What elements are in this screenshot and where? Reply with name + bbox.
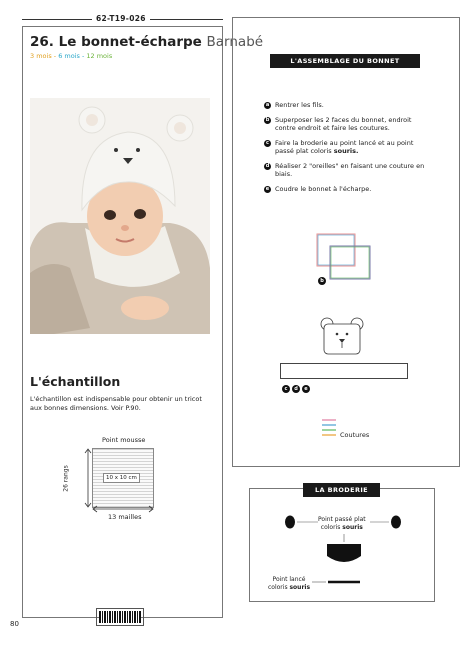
echantillon-text: L'échantillon est indispensable pour obtenir un tricot aux bonnes dimensions. Voir P.90. bbox=[30, 395, 202, 412]
baby-illustration bbox=[30, 98, 210, 354]
diagram-e-letter: e bbox=[302, 385, 310, 393]
size-6m: 6 mois bbox=[58, 52, 80, 60]
step-d bbox=[264, 162, 434, 179]
stitches-arrow-icon bbox=[92, 505, 156, 513]
pattern-name: Barnabé bbox=[206, 34, 264, 50]
size-12m: 12 mois bbox=[86, 52, 113, 60]
pattern-code: 62-T19-026 bbox=[96, 14, 146, 23]
stitches-label: 13 mailles bbox=[108, 513, 142, 521]
assemblage-steps bbox=[264, 101, 434, 199]
step-letter: b bbox=[265, 116, 270, 123]
passe-plat-label: Point passé plat coloris souris bbox=[318, 516, 366, 531]
point-lance-label: Point lancé coloris souris bbox=[268, 576, 311, 591]
size-3m: 3 mois bbox=[30, 52, 52, 60]
coutures-label: Coutures bbox=[340, 431, 370, 439]
broderie-header: LA BRODERIE bbox=[303, 483, 380, 497]
diagram-d-letter: d bbox=[292, 385, 300, 393]
step-e bbox=[264, 185, 434, 194]
step-text: Superposer les 2 faces du bonnet, endroit contre endroit et faire les coutures. bbox=[275, 115, 412, 132]
step-letter: e bbox=[265, 185, 270, 192]
hat-diagram bbox=[318, 316, 366, 356]
baby-photo bbox=[30, 98, 210, 354]
diagram-b-letter: b bbox=[318, 277, 326, 285]
echantillon-title: L'échantillon bbox=[30, 374, 121, 389]
step-letter: d bbox=[265, 162, 270, 169]
step-text: Faire la broderie au point lancé et au point passé plat coloris souris. bbox=[275, 138, 414, 155]
assemblage-header: L'ASSEMBLAGE DU BONNET bbox=[270, 54, 420, 68]
step-a bbox=[264, 101, 434, 110]
scarf-diagram bbox=[280, 363, 408, 379]
step-text: Rentrer les fils. bbox=[275, 101, 324, 109]
pattern-number-title: 26. Le bonnet-écharpe bbox=[30, 34, 202, 50]
rows-arrow-icon bbox=[84, 448, 92, 510]
stitch-label: Point mousse bbox=[102, 436, 146, 444]
swatch-size-label: 10 x 10 cm bbox=[103, 473, 140, 483]
step-letter: a bbox=[265, 102, 270, 109]
overlap-diagram bbox=[314, 232, 374, 282]
page-number: 80 bbox=[10, 620, 19, 628]
coutures-legend-icon bbox=[322, 418, 336, 438]
step-b bbox=[264, 116, 434, 133]
step-text: Réaliser 2 "oreilles" en faisant une couture en biais. bbox=[275, 161, 425, 178]
header-rule-right bbox=[150, 19, 223, 20]
diagram-c-letter: c bbox=[282, 385, 290, 393]
step-letter: c bbox=[264, 140, 271, 147]
diagram-cde-letters bbox=[282, 385, 310, 393]
pattern-sizes: 3 mois - 6 mois - 12 mois bbox=[30, 52, 113, 60]
barcode bbox=[96, 608, 144, 626]
pattern-title bbox=[30, 34, 263, 50]
step-text: Coudre le bonnet à l'écharpe. bbox=[275, 184, 372, 193]
header-rule-left bbox=[22, 19, 92, 20]
step-c bbox=[264, 139, 434, 156]
rows-label: 26 rangs bbox=[62, 465, 70, 492]
